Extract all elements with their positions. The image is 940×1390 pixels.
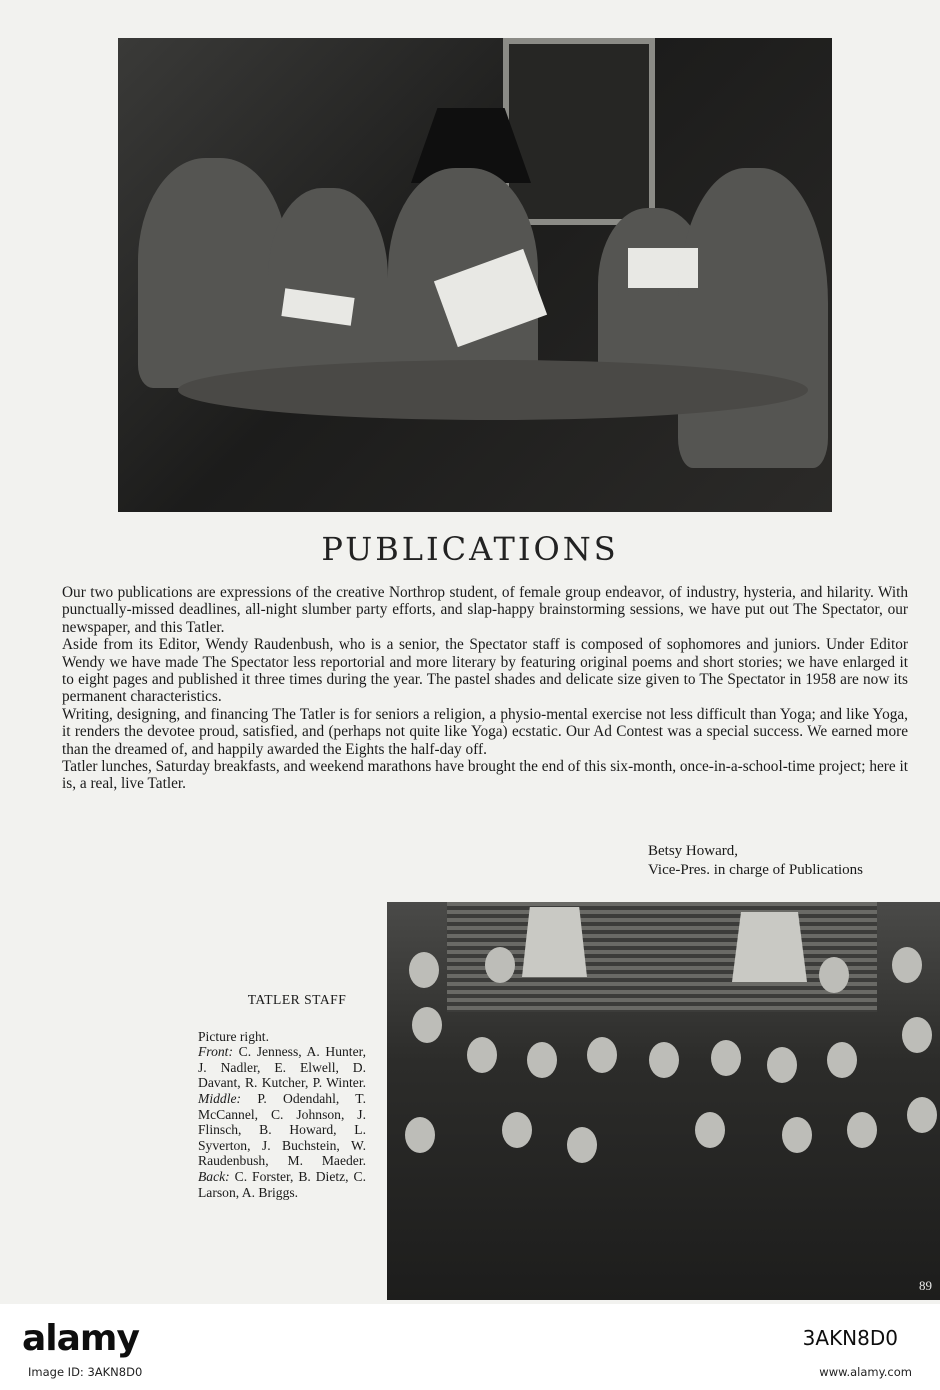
student-face [695,1112,725,1148]
site-url: www.alamy.com [819,1365,912,1379]
student-face [649,1042,679,1078]
signature-name: Betsy Howard, [648,843,738,859]
caption-middle-names: P. Odendahl, T. McCannel, C. Johnson, J. Flinsch, B. Howard, L. Syverton, J. Buchstein, W. Raudenbush, M. Maeder. [198,1090,366,1169]
student-face [467,1037,497,1073]
editors-at-table-photo [118,38,832,512]
caption-intro: Picture right. [198,1028,269,1044]
paragraph-closing: Tatler lunches, Saturday breakfasts, and weekend marathons have brought the end of this six-month, once-in-a-school-time project; here it is, a real, live Tatler. [62,758,908,793]
student-face [767,1047,797,1083]
caption-back-label: Back: [198,1168,230,1184]
signature-block [648,842,908,880]
round-table [178,360,808,420]
image-id: Image ID: 3AKN8D0 [28,1365,143,1379]
student-face [892,947,922,983]
student-face [907,1097,937,1133]
caption-body [198,1029,366,1201]
student-face [902,1017,932,1053]
paragraph-spectator: Aside from its Editor, Wendy Raudenbush, who is a senior, the Spectator staff is composed of sophomores and juniors. Under Editor Wendy we have made The Spectator less reportorial and more literary by featuring original poems and short stories; we have enlarged it to eight pages and published it three times during the year. The pastel shades and delicate size given to The Spectator in 1958 are now its permanent characteristics. [62,636,908,706]
student-face [412,1007,442,1043]
student-face [711,1040,741,1076]
student-face [782,1117,812,1153]
student-face [847,1112,877,1148]
caption-front-label: Front: [198,1044,233,1060]
stock-footer [0,1304,940,1390]
caption-front-names: C. Jenness, A. Hunter, J. Nadler, E. Elwell, D. Davant, R. Kutcher, P. Winter. [198,1044,366,1091]
lampshade [732,912,807,982]
student-face [405,1117,435,1153]
student-face [409,952,439,988]
image-code: 3AKN8D0 [802,1326,898,1350]
student-face [827,1042,857,1078]
student-face [485,947,515,983]
student-face [819,957,849,993]
paragraph-tatler: Writing, designing, and financing The Tatler is for seniors a religion, a physio-mental exercise not less difficult than Yoga; and like Yoga, it renders the devotee proud, satisfied, and (perhaps not quite like Yoga) ecstatic. Our Ad Contest was a special success. We earned more than the dreamed of, and happily awarded the Eights the half-day off. [62,705,908,758]
caption-heading: TATLER STAFF [247,992,347,1007]
student-figure [678,168,828,468]
student-face [502,1112,532,1148]
page-title: PUBLICATIONS [321,530,619,568]
paragraph-intro: Our two publications are expressions of the creative Northrop student, of female group endeavor, of industry, hysteria, and hilarity. With punctually-missed deadlines, all-night slumber party efforts, and slap-happy brainstorming sessions, we have put out The Spectator, our newspaper, and this Tatler. [62,584,908,636]
student-face [567,1127,597,1163]
student-face [527,1042,557,1078]
article-body [62,584,908,793]
photo-caption [198,992,366,1200]
caption-back-names: C. Forster, B. Dietz, C. Larson, A. Briggs. [198,1168,366,1200]
page-number: 89 [919,1278,932,1293]
lampshade [522,907,587,977]
alamy-logo: alamy [22,1318,139,1359]
signature-role: Vice-Pres. in charge of Publications [648,862,864,878]
tatler-staff-photo [387,902,940,1300]
student-face [587,1037,617,1073]
student-figure [138,158,288,388]
wall-painting [503,38,655,225]
caption-middle-label: Middle: [198,1090,242,1106]
typewriter-paper [628,248,698,288]
